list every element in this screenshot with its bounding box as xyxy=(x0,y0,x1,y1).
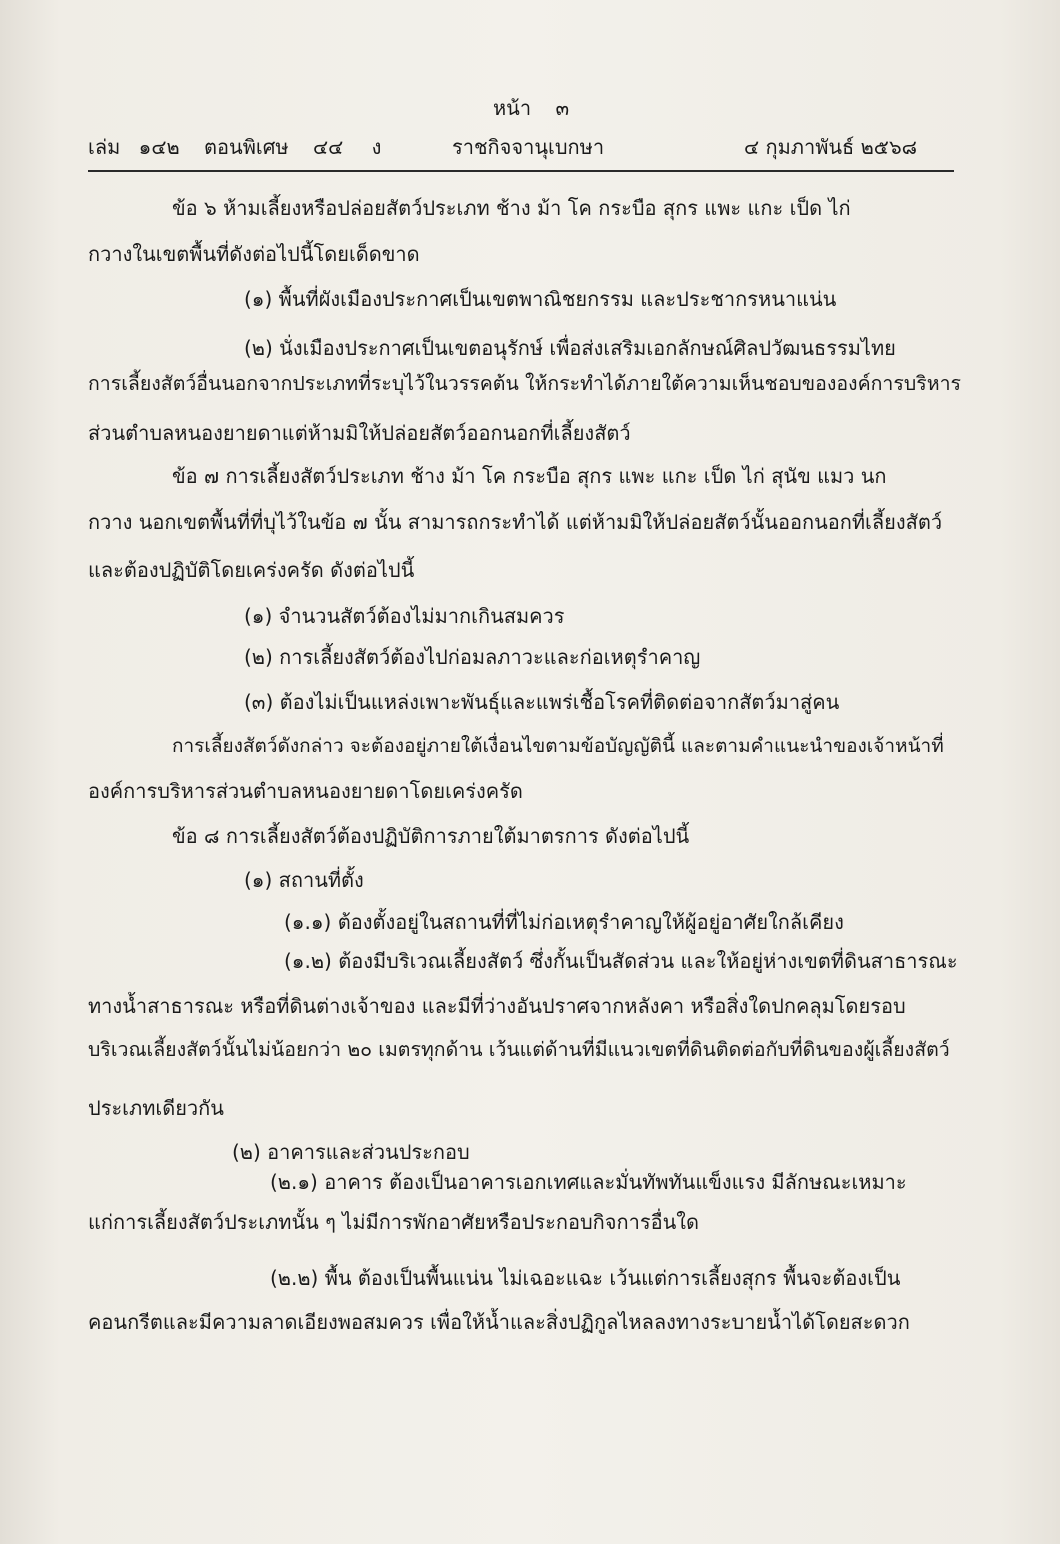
section-8-item-1-2-line-3: บริเวณเลี้ยงสัตว์นั้นไม่น้อยกว่า ๒๐ เมตรทุกด้าน เว้นแต่ด้านที่มีแนวเขตที่ดินติดต่อกับที่ดินของผู้เลี้ยงสัตว์ xyxy=(88,1038,950,1061)
section-6-paragraph-line-2: ส่วนตำบลหนองยายดาแต่ห้ามมิให้ปล่อยสัตว์ออกนอกที่เลี้ยงสัตว์ xyxy=(88,421,631,445)
volume-label: เล่ม xyxy=(88,135,121,159)
header-rule xyxy=(88,170,954,172)
volume-issue xyxy=(88,133,381,161)
section-8-item-1-2-line-1: (๑.๒) ต้องมีบริเวณเลี้ยงสัตว์ ซึ่งกั้นเป็นสัดส่วน และให้อยู่ห่างเขตที่ดินสาธารณะ xyxy=(284,949,958,973)
section-7-line-2: กวาง นอกเขตพื้นที่ที่บุไว้ในข้อ ๗ นั้น สามารถกระทำได้ แต่ห้ามมิให้ปล่อยสัตว์นั้นออกนอกที่เลี้ยงสัตว์ xyxy=(88,510,943,534)
section-6-item-1: (๑) พื้นที่ผังเมืองประกาศเป็นเขตพาณิชยกรรม และประชากรหนาแน่น xyxy=(244,287,837,311)
issue-suffix: ง xyxy=(371,135,382,159)
issue-label: ตอนพิเศษ xyxy=(204,135,289,159)
section-8-item-1-2-line-4: ประเภทเดียวกัน xyxy=(88,1096,224,1120)
volume-number: ๑๔๒ xyxy=(138,135,180,159)
page-label: หน้า xyxy=(493,96,532,120)
section-8-item-1-1: (๑.๑) ต้องตั้งอยู่ในสถานที่ที่ไม่ก่อเหตุรำคาญให้ผู้อยู่อาศัยใกล้เคียง xyxy=(284,910,844,934)
page-number: ๓ xyxy=(555,96,570,120)
page-number-line xyxy=(493,94,569,122)
section-7-item-1: (๑) จำนวนสัตว์ต้องไม่มากเกินสมควร xyxy=(244,604,565,628)
section-6-item-2: (๒) นั่งเมืองประกาศเป็นเขตอนุรักษ์ เพื่อส่งเสริมเอกลักษณ์ศิลปวัฒนธรรมไทย xyxy=(244,336,896,360)
section-7-paragraph-line-1: การเลี้ยงสัตว์ดังกล่าว จะต้องอยู่ภายใต้เงื่อนไขตามข้อบัญญัตินี้ และตามคำแนะนำของเจ้าหน้าที่ xyxy=(172,735,944,757)
section-6-paragraph-line-1: การเลี้ยงสัตว์อื่นนอกจากประเภทที่ระบุไว้ในวรรคต้น ให้กระทำได้ภายใต้ความเห็นชอบขององค์การบริหาร xyxy=(88,372,961,395)
section-8-item-2-2-line-1: (๒.๒) พื้น ต้องเป็นพื้นแน่น ไม่เฉอะแฉะ เว้นแต่การเลี้ยงสุกร พื้นจะต้องเป็น xyxy=(270,1266,901,1290)
publication-name: ราชกิจจานุเบกษา xyxy=(452,135,605,159)
section-7-item-2: (๒) การเลี้ยงสัตว์ต้องไปก่อมลภาวะและก่อเหตุรำคาญ xyxy=(244,645,701,669)
section-8-item-2-2-line-2: คอนกรีตและมีความลาดเอียงพอสมควร เพื่อให้น้ำและสิ่งปฏิกูลไหลลงทางระบายน้ำได้โดยสะดวก xyxy=(88,1310,910,1334)
section-7-paragraph-line-2: องค์การบริหารส่วนตำบลหนองยายดาโดยเคร่งครัด xyxy=(88,779,523,803)
section-8-line-1: ข้อ ๘ การเลี้ยงสัตว์ต้องปฏิบัติการภายใต้มาตรการ ดังต่อไปนี้ xyxy=(172,824,690,848)
publication-date: ๔ กุมภาพันธ์ ๒๕๖๘ xyxy=(744,135,918,159)
section-8-item-2: (๒) อาคารและส่วนประกอบ xyxy=(232,1140,470,1164)
section-7-item-3: (๓) ต้องไม่เป็นแหล่งเพาะพันธุ์และแพร่เชื้อโรคที่ติดต่อจากสัตว์มาสู่คน xyxy=(244,690,840,714)
section-8-item-2-1-line-1: (๒.๑) อาคาร ต้องเป็นอาคารเอกเทศและมั่นทัพทันแข็งแรง มีลักษณะเหมาะ xyxy=(270,1170,907,1194)
section-7-line-1: ข้อ ๗ การเลี้ยงสัตว์ประเภท ช้าง ม้า โค กระบือ สุกร แพะ แกะ เป็ด ไก่ สุนัข แมว นก xyxy=(172,464,887,488)
section-8-item-1: (๑) สถานที่ตั้ง xyxy=(244,868,364,892)
section-6-line-2: กวางในเขตพื้นที่ดังต่อไปนี้โดยเด็ดขาด xyxy=(88,242,420,266)
issue-number: ๔๔ xyxy=(312,135,344,159)
section-8-item-2-1-line-2: แก่การเลี้ยงสัตว์ประเภทนั้น ๆ ไม่มีการพักอาศัยหรือประกอบกิจการอื่นใด xyxy=(88,1210,700,1234)
section-6-line-1: ข้อ ๖ ห้ามเลี้ยงหรือปล่อยสัตว์ประเภท ช้าง ม้า โค กระบือ สุกร แพะ แกะ เป็ด ไก่ xyxy=(172,196,851,220)
section-7-line-3: และต้องปฏิบัติโดยเคร่งครัด ดังต่อไปนี้ xyxy=(88,558,415,582)
section-8-item-1-2-line-2: ทางน้ำสาธารณะ หรือที่ดินต่างเจ้าของ และมีที่ว่างอันปราศจากหลังคา หรือสิ่งใดปกคลุมโดยรอบ xyxy=(88,994,906,1018)
